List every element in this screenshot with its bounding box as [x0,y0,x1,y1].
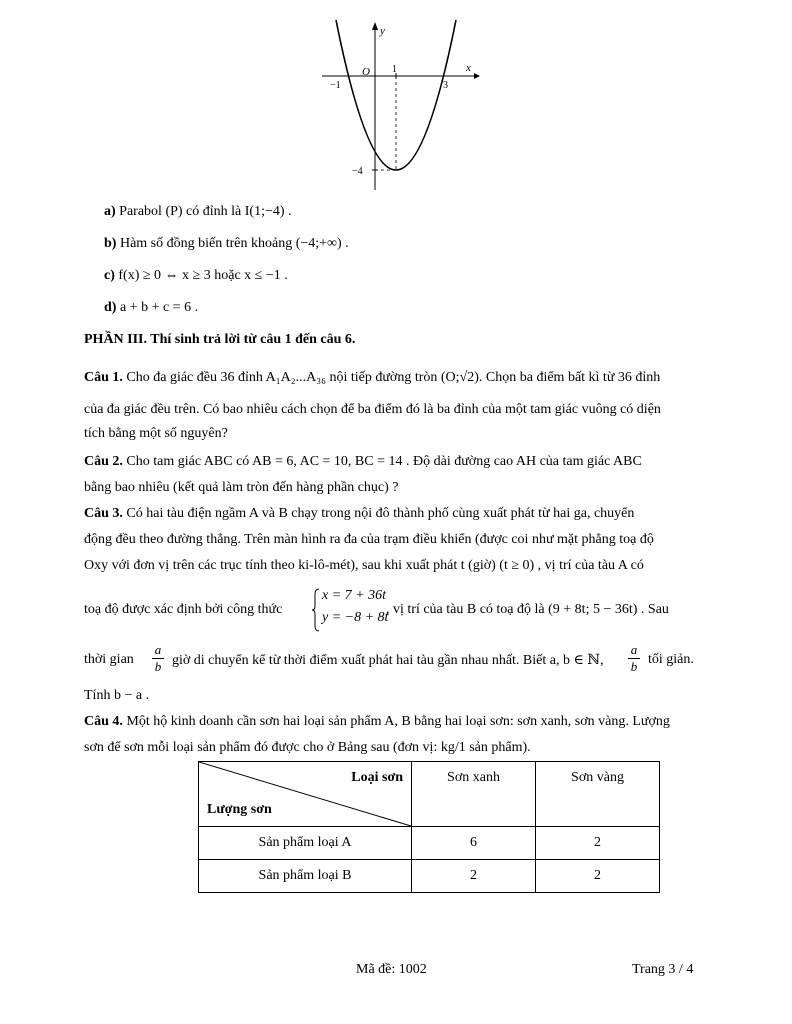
equation-system [312,588,392,630]
paint-table [198,761,660,893]
tick-label-3: 3 [443,80,448,91]
axis-label-x: x [466,62,471,74]
question-2-line-1: Câu 2. Cho tam giác ABC có AB = 6, AC = 10, BC = 14 . Độ dài đường cao AH của tam giác ABC [84,454,642,469]
question-2-line-2: bằng bao nhiêu (kết quả làm tròn đến hàng phần chục) ? [84,480,399,495]
table-row [199,827,660,860]
question-3-line-5c: tối giản. [648,652,694,667]
answer-b: b) Hàm số đồng biến trên khoảng (−4;+∞) . [104,236,349,251]
row-value-blue: 2 [412,860,536,893]
question-3-line-6: Tính b − a . [84,688,150,703]
question-3-line-5b: giờ di chuyển kể từ thời điểm xuất phát hai tàu gần nhau nhất. Biết a, b ∈ ℕ, [172,653,604,668]
system-eq-2: y = −8 + 8t [322,610,389,625]
fraction-2: a b [628,642,640,675]
corner-bottom-label: Lượng sơn [207,802,272,817]
tick-label-minus4: −4 [352,166,363,177]
question-4-line-2: sơn để sơn mỗi loại sản phẩm đó được cho ở Bảng sau (đơn vị: kg/1 sản phẩm). [84,740,531,755]
page-number: Trang 3 / 4 [632,962,694,977]
question-3-line-5a: thời gian [84,652,134,667]
answer-c: c) f(x) ≥ 0 ⇔ x ≥ 3 hoặc x ≤ −1 . [104,268,288,283]
answer-d: d) a + b + c = 6 . [104,300,199,315]
question-3-line-1: Câu 3. Có hai tàu điện ngầm A và B chạy trong nội đô thành phố cùng xuất phát từ hai ga, chuyển [84,506,635,521]
question-1-line-2: của đa giác đều trên. Có bao nhiêu cách chọn để ba điểm đó là ba đỉnh của một tam giác vuông có diện [84,402,661,417]
parabola-graph [316,20,486,196]
row-value-yellow: 2 [536,860,660,893]
system-eq-1: x = 7 + 36t [322,588,386,603]
exam-code: Mã đề: 1002 [356,962,427,977]
question-4-line-1: Câu 4. Một hộ kinh doanh cần sơn hai loại sản phẩm A, B bằng hai loại sơn: sơn xanh, sơn vàng. Lượng [84,714,670,729]
corner-top-label: Loại sơn [351,770,403,785]
row-value-blue: 6 [412,827,536,860]
question-3-line-4a: toạ độ được xác định bởi công thức [84,602,283,617]
header-col-blue: Sơn xanh [412,762,536,827]
question-3-line-3: Oxy với đơn vị trên các trục tính theo ki-lô-mét), sau khi xuất phát t (giờ) (t ≥ 0) , vị trí của tàu A có [84,558,644,573]
row-value-yellow: 2 [536,827,660,860]
answer-a: a) Parabol (P) có đỉnh là I(1;−4) . [104,204,292,219]
fraction-1: a b [152,642,164,675]
row-label: Sản phẩm loại A [199,827,412,860]
header-col-yellow: Sơn vàng [536,762,660,827]
question-1-line-1: Câu 1. Cho đa giác đều 36 đỉnh A₁A₂...A₃₆ nội tiếp đường tròn (O;√2). Chọn ba điểm bất kì từ 36 đỉnh [84,370,661,385]
tick-label-minus1: −1 [330,80,341,91]
origin-label: O [362,66,370,78]
row-label: Sản phẩm loại B [199,860,412,893]
table-header-row [199,762,660,827]
table-corner-cell [199,762,412,827]
table-row [199,860,660,893]
tick-label-1: 1 [392,64,397,75]
axis-label-y: y [380,25,385,37]
section-heading: PHẦN III. Thí sinh trả lời từ câu 1 đến câu 6. [84,332,356,347]
brace-icon [312,588,320,632]
question-3-line-4b: , vị trí của tàu B có toạ độ là (9 + 8t; 5 − 36t) . Sau [386,602,669,617]
question-1-line-3: tích bằng một số nguyên? [84,426,228,441]
question-3-line-2: động đều theo đường thẳng. Trên màn hình ra đa của trạm điều khiển (được coi như mặt phẳng toạ độ [84,532,654,547]
